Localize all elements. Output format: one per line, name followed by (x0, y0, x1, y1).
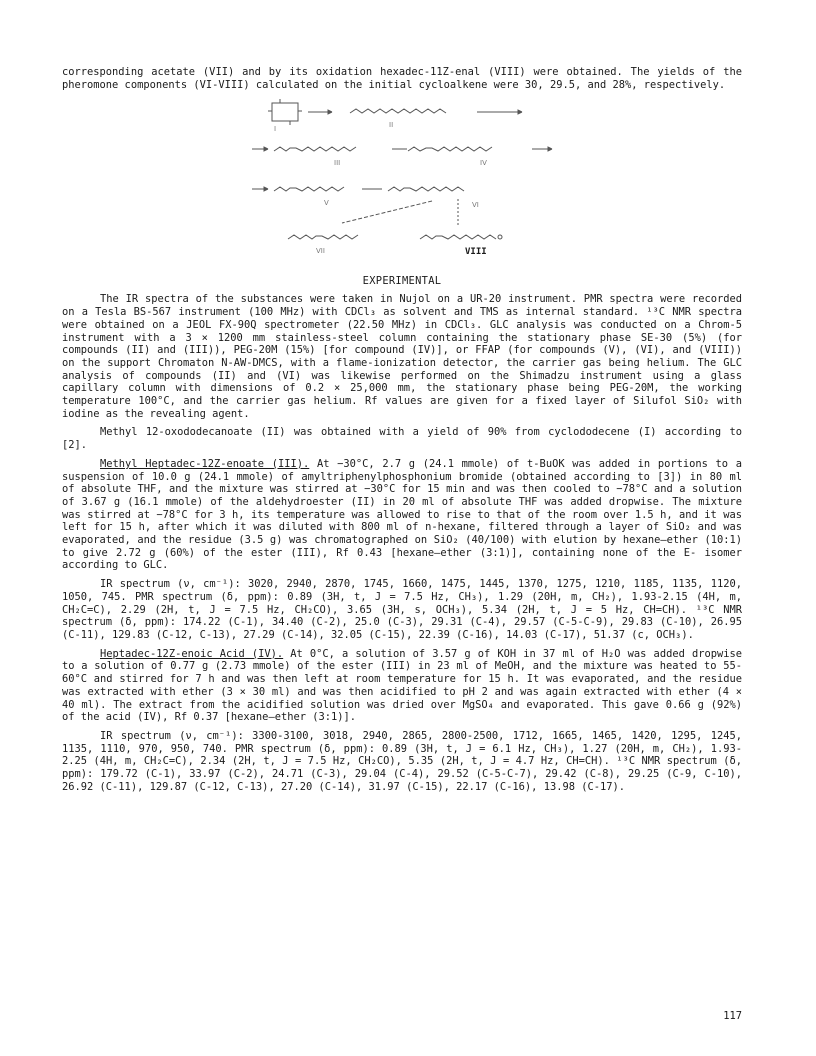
svg-text:IV: IV (480, 159, 487, 168)
compound-iii-title: Methyl Heptadec-12Z-enoate (III). (100, 457, 310, 470)
compound-iv-spectra: IR spectrum (ν, cm⁻¹): 3300-3100, 3018, 2940, 2865, 2800-2500, 1712, 1665, 1465, 1420, 1295, 1245, 1135, 1110, 970, 950, 740. PMR spectrum (δ, ppm): 0.89 (3H, t, J = 6.1 Hz, CH₃), 1.27 (20H, m, CH₂), 1.93-2.25 (4H, m, CH₂C=C), 2.34 (2H, t, J = 7.5 Hz, CH₂CO), 5.35 (2H, t, J = 4.7 Hz, CH=CH). ¹³C NMR spectrum (δ, ppm): 179.72 (C-1), 33.97 (C-2), 24.71 (C-3), 29.04 (C-4), 29.52 (C-5-C-7), 29.42 (C-8), 29.25 (C-9, C-10), 26.92 (C-11), 129.87 (C-12, C-13), 27.20 (C-14), 31.97 (C-15), 22.17 (C-16), 13.98 (C-17). (62, 729, 742, 793)
compound-iv-title: Heptadec-12Z-enoic Acid (IV). (100, 647, 284, 660)
page-body (62, 66, 742, 799)
compound-iv-body: At 0°C, a solution of 3.57 g of KOH in 37 ml of H₂O was added dropwise to a solution of 0.77 g (2.73 mmole) of the ester (III) in 23 ml of MeOH, and the mixture was heated to 55-60°C and stirred for 7 h and was then left at room temperature for 15 h. It was evaporated, and the residue was extracted with ether (3 × 30 ml) and was then acidified to pH 2 and was again extracted with ether (4 × 40 ml). The extract from the acidified solution was dried over MgSO₄ and evaporated. This gave 0.66 g (92%) of the acid (IV), Rf 0.37 [hexane–ether (3:1)]. (62, 647, 743, 724)
compound-iii-spectra: IR spectrum (ν, cm⁻¹): 3020, 2940, 2870, 1745, 1660, 1475, 1445, 1370, 1275, 1210, 1185, 1135, 1120, 1050, 745. PMR spectrum (δ, ppm): 0.89 (3H, t, J = 7.5 Hz, CH₃), 1.29 (20H, m, CH₂), 1.93-2.15 (4H, m, CH₂C=C), 2.29 (2H, t, J = 7.5 Hz, CH₂CO), 3.65 (3H, s, OCH₃), 5.34 (2H, t, J = 5 Hz, CH=CH). ¹³C NMR spectrum (δ, ppm): 174.22 (C-1), 34.40 (C-2), 25.0 (C-3), 29.31 (C-4), 29.57 (C-5-C-9), 29.83 (C-10), 26.95 (C-11), 129.83 (C-12, C-13), 27.29 (C-14), 32.05 (C-15), 22.39 (C-16), 14.03 (C-17), 51.37 (c, OCH₃). (62, 578, 742, 641)
compound-iv-paragraph (62, 648, 742, 724)
compound-iii-body: At −30°C, 2.7 g (24.1 mmole) of t-BuOK was added in portions to a suspension of 10.0 g (24.1 mmole) of amyltriphenylphosphonium bromide (obtained according to [3]) in 80 ml of absolute THF, and the mixture was stirred at −30°C for 15 min and was then cooled to −78°C and a solution of 3.67 g (16.1 mmole) of the aldehydroester (II) in 20 ml of absolute THF was added dropwise. The mixture was stirred at −78°C for 3 h, its temperature was allowed to rise to that of the room over 1.5 h, and it was left for 15 h, after which it was diluted with 800 ml of n-hexane, filtered through a layer of SiO₂ and was evaporated, and the residue (3.5 g) was chromatographed on SiO₂ (40/100) with elution by hexane–ether (10:1) to give 2.72 g (60%) of the ester (III), Rf 0.43 [hexane–ether (3:1)], containing none of the E- isomer according to GLC. (62, 457, 742, 572)
svg-text:III: III (334, 159, 341, 168)
section-heading: EXPERIMENTAL (362, 275, 442, 288)
svg-text:V: V (324, 199, 329, 208)
svg-text:II: II (389, 121, 394, 130)
compound-ii-paragraph: Methyl 12-oxododecanoate (II) was obtained with a yield of 90% from cyclododecene (I) according to [2]. (62, 426, 742, 452)
methods-paragraph: The IR spectra of the substances were taken in Nujol on a UR-20 instrument. PMR spectra were recorded on a Tesla BS-567 instrument (100 MHz) with CDCl₃ as solvent and TMS as internal standard. ¹³C NMR spectra were obtained on a JEOL FX-90Q spectrometer (22.50 MHz) in CDCl₃. GLC analysis was conducted on a Chrom-5 instrument with a 3 × 1200 mm stainless-steel column containing the stationary phase SE-30 (5%) (for compounds (II) and (III)), PEG-20M (15%) [for compound (IV)], or FFAP (for compounds (V), (VI), and (VIII)) on the support Chromaton N-AW-DMCS, with a flame-ionization detector, the carrier gas being helium. The GLC analysis of compounds (II) and (VI) was likewise performed on the Shimadzu instrument using a glass capillary column with dimensions of 0.2 × 25,000 mm, the stationary phase being PEG-20M, the working temperature 100°C, and the carrier gas helium. Rf values are given for a fixed layer of Silufol SiO₂ with iodine as the revealing agent. (62, 293, 742, 420)
reaction-scheme (62, 97, 742, 269)
svg-text:VI: VI (472, 201, 479, 210)
page-number: 117 (723, 1010, 742, 1022)
intro-paragraph: corresponding acetate (VII) and by its oxidation hexadec-11Z-enal (VIII) were obtained. The yields of the pheromone components (VI-VIII) calculated on the initial cycloalkene were 30, 29.5, and 28%, respectively. (62, 66, 742, 91)
compound-label-viii: VIII (465, 247, 487, 258)
compound-iii-paragraph (62, 458, 742, 572)
svg-text:VII: VII (316, 247, 325, 256)
reaction-scheme-drawing (62, 97, 742, 269)
svg-text:I: I (274, 125, 277, 134)
